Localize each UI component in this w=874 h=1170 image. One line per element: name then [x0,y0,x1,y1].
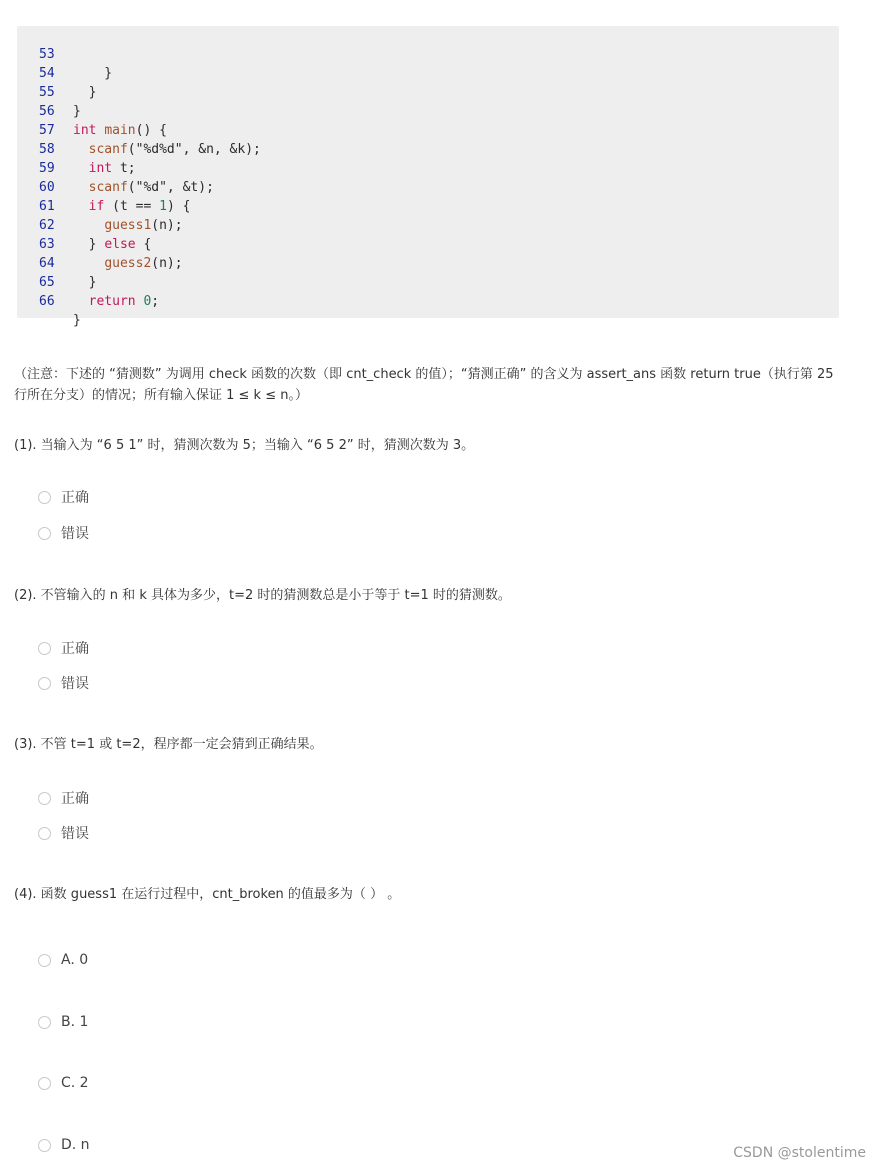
line-number: 65 [39,275,55,290]
question-4-option-c[interactable] [38,1073,89,1093]
question-4-option-d[interactable] [38,1135,90,1155]
line-number: 64 [39,256,55,271]
line-number: 53 [39,47,55,62]
option-label: 正确 [61,490,89,506]
question-1-option-wrong[interactable] [38,523,89,543]
option-label: 正确 [61,791,89,807]
option-label: 错误 [61,676,89,692]
question-2-text: (2). 不管输入的 n 和 k 具体为多少，t=2 时的猜测数总是小于等于 t=1 时的猜测数。 [14,588,511,603]
code-text: scanf("%d%d", &n, &k); [88,142,261,157]
question-4-option-a[interactable] [38,950,88,970]
radio-icon[interactable] [38,792,51,805]
code-line [17,273,81,328]
radio-icon[interactable] [38,1016,51,1029]
line-number: 58 [39,142,55,157]
line-number: 60 [39,180,55,195]
line-number: 61 [39,199,55,214]
code-text: guess1(n); [104,218,183,233]
line-number: 59 [39,161,55,176]
code-text: } [73,275,97,290]
question-4-text: (4). 函数 guess1 在运行过程中，cnt_broken 的值最多为（ ） 。 [14,887,401,902]
line-number: 54 [39,66,55,81]
question-3-option-correct[interactable] [38,788,89,808]
question-4-option-b[interactable] [38,1012,88,1032]
code-text: } [73,85,97,100]
option-label: 错误 [61,526,89,542]
code-block [17,26,839,328]
code-text: scanf("%d", &t); [88,180,214,195]
radio-icon[interactable] [38,827,51,840]
code-text: return 0; [88,294,160,309]
option-label: A. 0 [61,952,89,968]
code-text: int main() { [73,123,167,138]
question-3-text: (3). 不管 t=1 或 t=2，程序都一定会猜到正确结果。 [14,737,323,752]
option-label: C. 2 [61,1075,89,1091]
code-text: guess2(n); [104,256,183,271]
radio-icon[interactable] [38,491,51,504]
question-3-option-wrong[interactable] [38,823,89,843]
line-number: 57 [39,123,55,138]
code-text: } [73,104,81,119]
radio-icon[interactable] [38,527,51,540]
line-number: 66 [39,294,55,309]
code-text: int t; [88,161,136,176]
option-label: 错误 [61,826,89,842]
radio-icon[interactable] [38,1077,51,1090]
option-label: D. n [61,1137,90,1153]
question-note: （注意：下述的 “猜测数” 为调用 check 函数的次数（即 cnt_check 的值）；“猜测正确” 的含义为 assert_ans 函数 return true（执行第 25 行所在分支）的情况；所有输入保证 1 ≤ k ≤ n。） [14,367,834,403]
line-number: 63 [39,237,55,252]
radio-icon[interactable] [38,642,51,655]
line-number: 62 [39,218,55,233]
radio-icon[interactable] [38,677,51,690]
question-1-text: (1). 当输入为 “6 5 1” 时，猜测次数为 5；当输入 “6 5 2” 时，猜测次数为 3。 [14,438,475,453]
code-text: } [73,66,113,81]
code-text: if (t == 1) { [88,199,191,214]
radio-icon[interactable] [38,954,51,967]
code-text: } [73,313,81,328]
option-label: 正确 [61,641,89,657]
question-2-option-correct[interactable] [38,638,89,658]
code-text: } else { [73,237,152,252]
question-1-option-correct[interactable] [38,487,89,507]
option-label: B. 1 [61,1014,89,1030]
watermark: CSDN @stolentime [733,1145,866,1161]
line-number: 56 [39,104,55,119]
line-number: 55 [39,85,55,100]
radio-icon[interactable] [38,1139,51,1152]
question-2-option-wrong[interactable] [38,673,89,693]
